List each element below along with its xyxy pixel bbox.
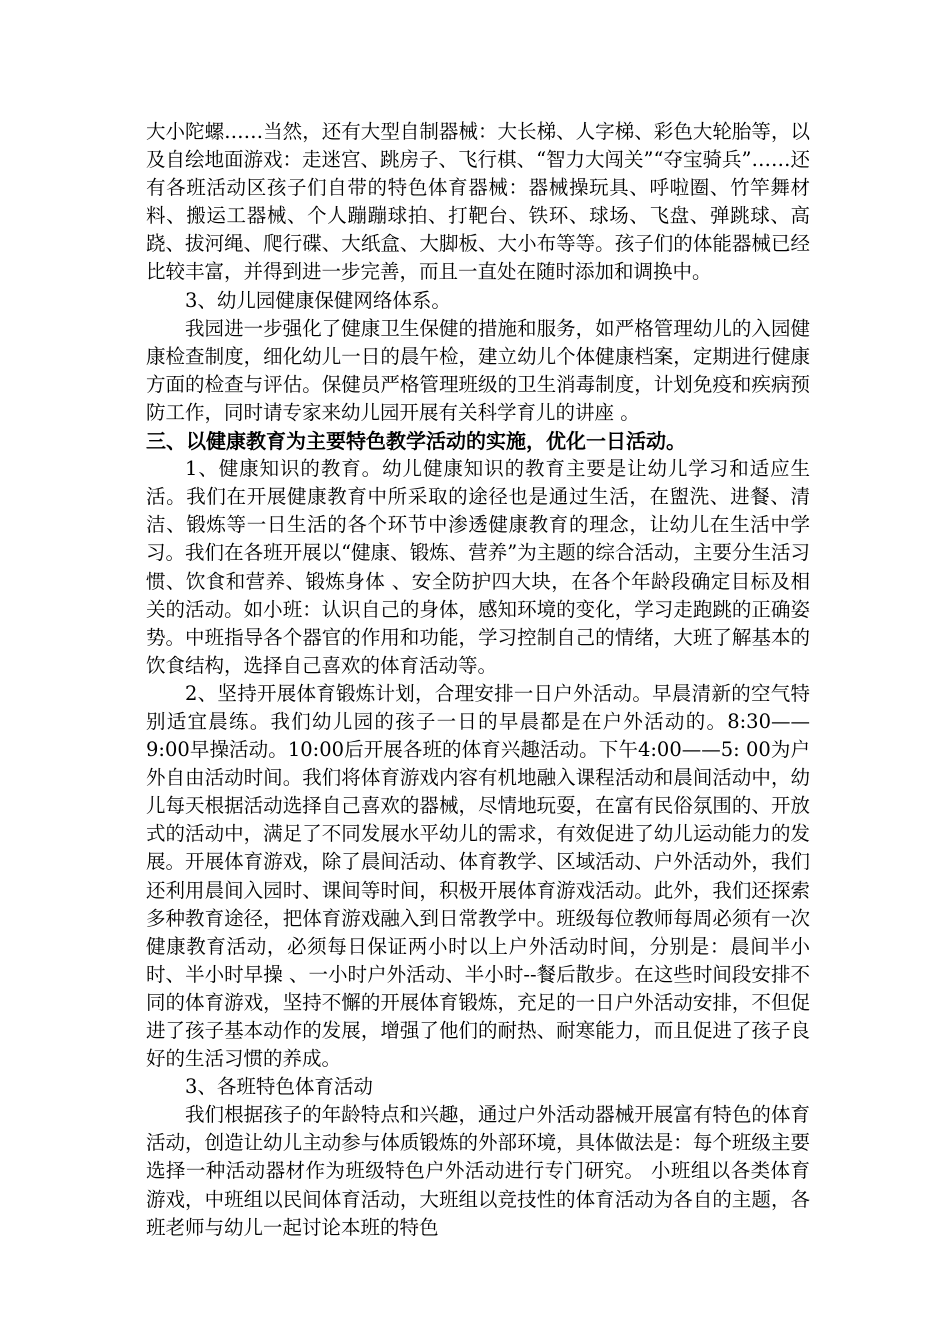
paragraph-health-care: 我园进一步强化了健康卫生保健的措施和服务，如严格管理幼儿的入园健康检查制度，细化幼儿一日的晨午检，建立幼儿个体健康档案，定期进行健康方面的检查与评估。保健员严格管理班级的卫生消毒制度，计划免疫和疾病预防工作，同时请专家来幼儿园开展有关科学育儿的讲座 。 [146,316,810,424]
subheading-class-sports: 3、各班特色体育活动 [185,1075,373,1099]
section-heading-three: 三、以健康教育为主要特色教学活动的实施，优化一日活动。 [146,429,686,454]
paragraph-equipment-list: 大小陀螺……当然，还有大型自制器械：大长梯、人字梯、彩色大轮胎等，以及自绘地面游戏：走迷宫、跳房子、飞行棋、“智力大闯关”“夺宝骑兵”……还有各班活动区孩子们自带的特色体育器械：器械操玩具、呼啦圈、竹竿舞材料、搬运工器械、个人蹦蹦球拍、打靶台、铁环、球场、飞盘、弹跳球、高跷、拔河绳、爬行碟、大纸盒、大脚板、大小布等等。孩子们的体能器械已经比较丰富，并得到进一步完善，而且一直处在随时添加和调换中。 [146,120,810,284]
document-body [146,118,810,1242]
subheading-health-network: 3、幼儿园健康保健网络体系。 [185,288,451,312]
paragraph-exercise-plan: 2、坚持开展体育锻炼计划，合理安排一日户外活动。早晨清新的空气特别适宜晨练。我们幼儿园的孩子一日的早晨都是在户外活动的。8:30——9:00早操活动。10:00后开展各班的体育兴趣活动。下午4:00——5: 00为户外自由活动时间。我们将体育游戏内容有机地融入课程活动和晨间活动中，幼儿每天根据活动选择自己喜欢的器械，尽情地玩耍，在富有民俗氛围的、开放式的活动中，满足了不同发展水平幼儿的需求，有效促进了幼儿运动能力的发展。开展体育游戏，除了晨间活动、体育教学、区域活动、户外活动外，我们还利用晨间入园时、课间等时间，积极开展体育游戏活动。此外，我们还探索多种教育途径，把体育游戏融入到日常教学中。班级每位教师每周必须有一次健康教育活动，必须每日保证两小时以上户外活动时间，分别是：晨间半小时、半小时早操 、一小时户外活动、半小时--餐后散步。在这些时间段安排不同的体育游戏，坚持不懈的开展体育锻炼，充足的一日户外活动安排，不但促进了孩子基本动作的发展，增强了他们的耐热、耐寒能力，而且促进了孩子良好的生活习惯的养成。 [146,681,810,1071]
paragraph-class-sports: 我们根据孩子的年龄特点和兴趣，通过户外活动器械开展富有特色的体育活动，创造让幼儿主动参与体质锻炼的外部环境，具体做法是：每个班级主要选择一种活动器材作为班级特色户外活动进行专门研究。 小班组以各类体育游戏，中班组以民间体育活动，大班组以竞技性的体育活动为各自的主题，各班老师与幼儿一起讨论本班的特色 [146,1103,810,1239]
paragraph-health-knowledge: 1、健康知识的教育。幼儿健康知识的教育主要是让幼儿学习和适应生活。我们在开展健康教育中所采取的途径也是通过生活，在盥洗、进餐、清洁、锻炼等一日生活的各个环节中渗透健康教育的理念，让幼儿在生活中学习。我们在各班开展以“健康、锻炼、营养”为主题的综合活动，主要分生活习惯、饮食和营养、锻炼身体 、安全防护四大块，在各个年龄段确定目标及相关的活动。如小班：认识自己的身体，感知环境的变化，学习走跑跳的正确姿势。中班指导各个器官的作用和功能，学习控制自己的情绪，大班了解基本的饮食结构，选择自己喜欢的体育活动等。 [146,457,810,677]
